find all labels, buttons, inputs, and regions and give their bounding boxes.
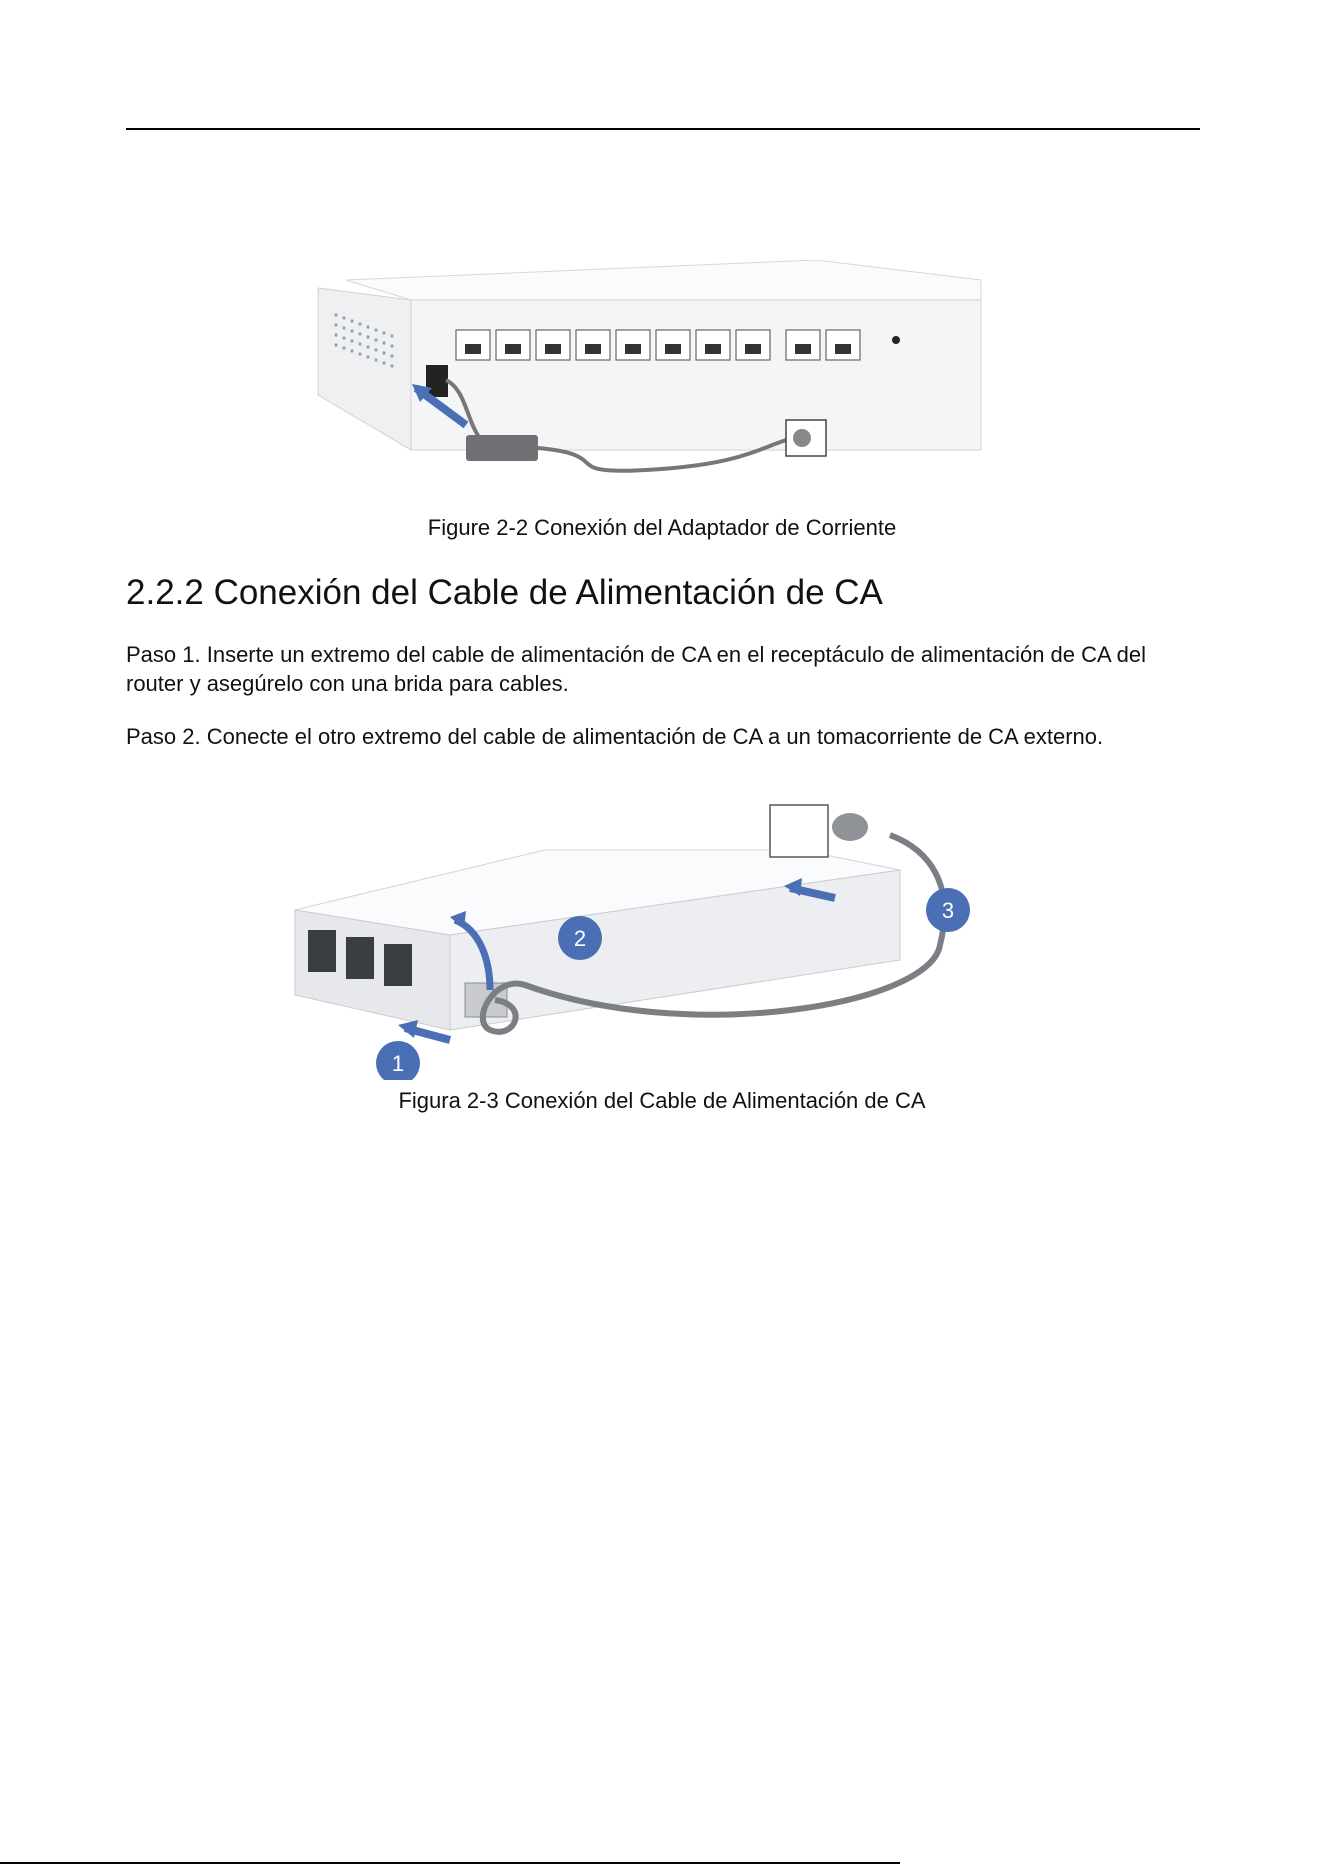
step-1-text: Paso 1. Inserte un extremo del cable de alimentación de CA en el receptáculo de alimentación de CA del router y asegúrelo con una brida para cables. (126, 642, 1146, 696)
footer-rule (0, 1862, 900, 1864)
step-marker-1 (376, 1041, 420, 1080)
figure-caption: Figure 2-2 Conexión del Adaptador de Corriente (427, 515, 897, 540)
step-marker-3 (926, 888, 970, 932)
ac-cable-connection-illustration (290, 795, 1050, 1080)
power-jack (426, 365, 448, 397)
reset-button (892, 336, 900, 344)
wall-outlet (770, 805, 828, 857)
section-heading: 2.2.2 Conexión del Cable de Alimentación de CA (126, 573, 883, 612)
router-power-adapter-illustration (316, 260, 996, 500)
svg-text:1: 1 (391, 1051, 405, 1076)
svg-text:2: 2 (573, 926, 587, 951)
step-2-text: Paso 2. Conecte el otro extremo del cable de alimentación de CA a un tomacorriente de CA externo. (126, 724, 1104, 749)
figure-caption: Figura 2-3 Conexión del Cable de Alimentación de CA (398, 1088, 926, 1113)
header-rule (126, 128, 1200, 130)
svg-text:3: 3 (941, 898, 955, 923)
power-adapter (466, 435, 538, 461)
step-marker-2 (558, 916, 602, 960)
